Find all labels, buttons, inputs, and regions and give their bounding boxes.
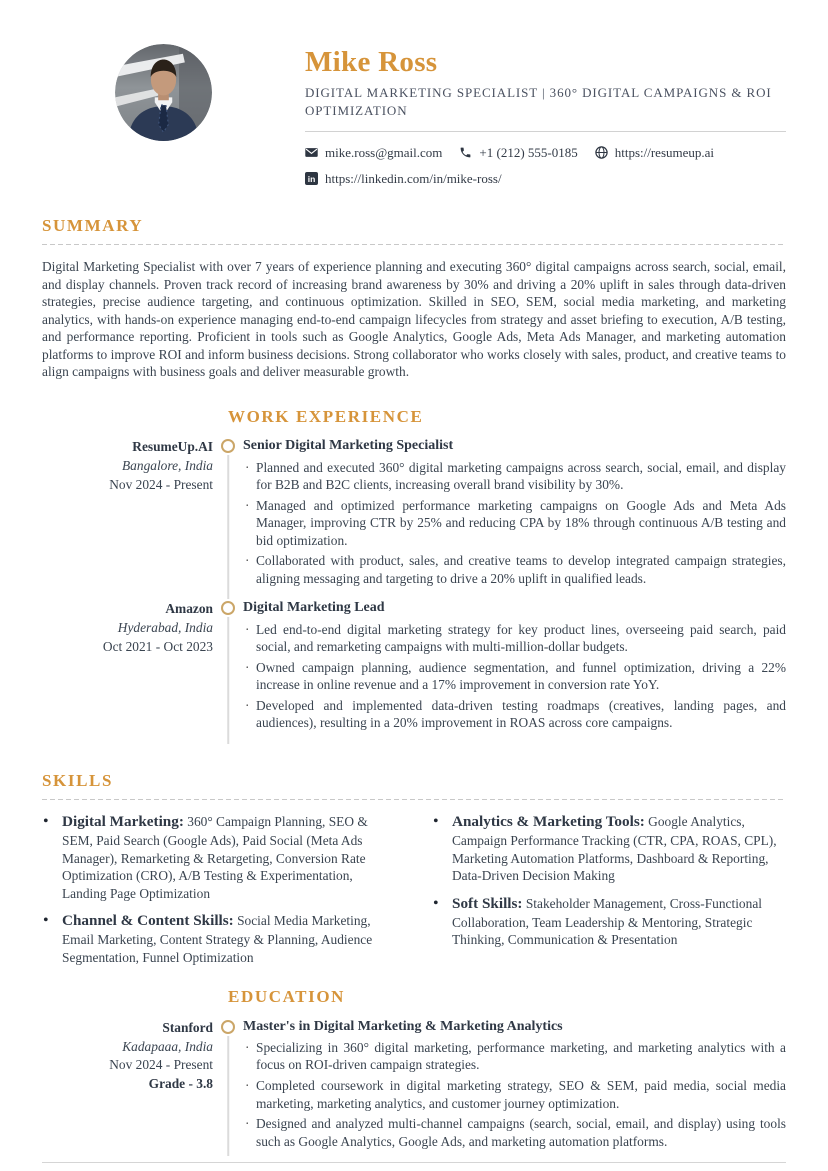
bullet-item: · Managed and optimized performance marketing campaigns on Google Ads and Meta Ads Manager, improving CTR by 25% and reducing CPA by 18% through continuous A/B testing and bid optimization. xyxy=(243,497,786,550)
school-name: Stanford xyxy=(162,1019,213,1035)
summary-section xyxy=(42,216,786,381)
education-entry-meta xyxy=(42,1018,213,1156)
skill-label: Analytics & Marketing Tools: xyxy=(452,813,645,831)
globe-icon xyxy=(595,146,608,159)
contact-phone-text: +1 (212) 555-0185 xyxy=(479,144,578,160)
skills-section xyxy=(42,771,786,975)
work-entry xyxy=(42,437,786,599)
skill-text: Social Media Marketing, Email Marketing, Content Strategy & Planning, Audience Segmentation, Funnel Optimization xyxy=(62,913,373,965)
work-experience-heading: WORK EXPERIENCE xyxy=(228,407,424,426)
skill-text: Google Analytics, Campaign Performance Tracking (CTR, CPA, ROAS, CPL), Marketing Automation Platforms, Dashboard & Reporting, Data-Driven Decision Making xyxy=(452,814,777,884)
phone-icon xyxy=(459,146,472,159)
bullet-item: · Specializing in 360° digital marketing, performance marketing, and marketing analytics with a focus on ROI-driven campaign strategies. xyxy=(243,1039,786,1074)
summary-heading: SUMMARY xyxy=(42,215,144,235)
work-entry xyxy=(42,599,786,743)
education-entry-body xyxy=(243,1018,786,1156)
education-entries xyxy=(42,1018,786,1156)
summary-divider xyxy=(42,244,786,245)
contact-linkedin-text: https://linkedin.com/in/mike-ross/ xyxy=(325,170,502,186)
contact-linkedin xyxy=(305,170,502,187)
work-entries xyxy=(42,437,786,743)
skill-text: 360° Campaign Planning, SEO & SEM, Paid Search (Google Ads), Paid Social (Meta Ads Manager), Remarketing & Retargeting, Conversion Rate Optimization (CRO), A/B Testing & Experimentation, Landing Page Optimization xyxy=(62,814,368,901)
bullet-item: · Completed coursework in digital marketing strategy, SEO & SEM, paid media, social media marketing, marketing analytics, and customer journey optimization. xyxy=(243,1077,786,1112)
education-section xyxy=(42,987,786,1156)
skill-item xyxy=(432,812,786,885)
school-location: Kadapaaa, India xyxy=(122,1038,213,1054)
work-entry-meta xyxy=(42,437,213,599)
skill-label: Channel & Content Skills: xyxy=(62,912,234,930)
linkedin-icon xyxy=(305,172,318,185)
skills-divider xyxy=(42,799,786,800)
contact-website-text: https://resumeup.ai xyxy=(614,144,715,160)
summary-text: Digital Marketing Specialist with over 7 years of experience planning and executing 360° digital campaigns across search, social, email, and display channels. Proven track record of increasing brand awareness by 30% and driving a 20% uplift in sales through data-driven strategies, precise audience targeting, and continuous optimization. Skilled in SEO, SEM, social media marketing, and marketing analytics, with hands-on experience managing end-to-end campaign lifecycles from strategy and asset briefing to execution, A/B testing, and performance reporting. Proficient in tools such as Google Analytics, Google Ads, Meta Ads Manager, and marketing automation platforms to improve ROI and inform business decisions. Strong collaborator who works closely with sales, product, and creative teams to align campaigns with business goals and deliver measurable growth. xyxy=(42,259,786,380)
envelope-icon xyxy=(305,146,318,159)
company-name: ResumeUp.AI xyxy=(132,439,213,455)
timeline-marker xyxy=(213,437,243,599)
employment-dates: Nov 2024 - Present xyxy=(109,476,213,492)
employment-dates: Oct 2021 - Oct 2023 xyxy=(102,638,213,654)
bottom-divider xyxy=(42,1162,786,1163)
company-location: Hyderabad, India xyxy=(117,620,213,636)
contact-email-text: mike.ross@gmail.com xyxy=(325,144,443,160)
job-bullet-list xyxy=(243,459,786,588)
work-entry-meta xyxy=(42,599,213,743)
skills-column-right xyxy=(432,812,786,975)
skill-label: Digital Marketing: xyxy=(62,813,184,831)
header-divider xyxy=(305,131,786,132)
work-experience-section xyxy=(42,407,786,744)
job-bullet-list xyxy=(243,621,786,732)
education-grade: Grade - 3.8 xyxy=(148,1076,213,1092)
skills-grid xyxy=(42,812,786,975)
degree-title: Master's in Digital Marketing & Marketing Analytics xyxy=(243,1018,563,1034)
skill-label: Soft Skills: xyxy=(452,894,523,912)
degree-bullet-list xyxy=(243,1039,786,1150)
company-name: Amazon xyxy=(165,601,213,617)
bullet-item: · Planned and executed 360° digital marketing campaigns across search, social, email, and display for B2B and B2C clients, increasing overall brand visibility by 30%. xyxy=(243,459,786,494)
person-title: DIGITAL MARKETING SPECIALIST | 360° DIGITAL CAMPAIGNS & ROI OPTIMIZATION xyxy=(305,85,772,118)
contact-list xyxy=(305,144,786,187)
work-entry-body xyxy=(243,437,786,599)
bullet-item: · Collaborated with product, sales, and creative teams to develop integrated campaign strategies, aligning messaging and targeting to drive a 20% uplift in qualified leads. xyxy=(243,552,786,587)
job-role: Senior Digital Marketing Specialist xyxy=(243,438,454,454)
header-text xyxy=(305,43,786,187)
bullet-item: · Owned campaign planning, audience segmentation, and funnel optimization, driving a 22% increase in online revenue and a 17% improvement in conversion rate YoY. xyxy=(243,659,786,694)
skills-heading: SKILLS xyxy=(42,770,114,790)
header xyxy=(42,43,786,187)
contact-phone xyxy=(459,144,577,161)
timeline-marker xyxy=(213,599,243,743)
bullet-item: · Designed and analyzed multi-channel campaigns (search, social, email, and display) using tools such as Google Analytics, Google Ads, and marketing automation platforms. xyxy=(243,1115,786,1150)
contact-website xyxy=(595,144,714,161)
profile-photo-illustration xyxy=(115,44,212,141)
bullet-item: · Developed and implemented data-driven testing roadmaps (creatives, landing pages, and audiences), resulting in a 20% improvement in ROAS across core campaigns. xyxy=(243,697,786,732)
skills-column-left xyxy=(42,812,396,975)
person-name: Mike Ross xyxy=(305,46,438,78)
education-entry xyxy=(42,1018,786,1156)
svg-text:in: in xyxy=(307,173,316,184)
profile-photo xyxy=(115,44,212,141)
skill-item xyxy=(432,894,786,949)
skill-text: Stakeholder Management, Cross-Functional Collaboration, Team Leadership & Mentoring, Strategic Thinking, Communication & Presentation xyxy=(452,895,762,948)
work-entry-body xyxy=(243,599,786,743)
bullet-item: · Led end-to-end digital marketing strategy for key product lines, overseeing paid search, paid social, and remarketing campaigns with multi-million-dollar budgets. xyxy=(243,621,786,656)
education-dates: Nov 2024 - Present xyxy=(109,1057,213,1073)
timeline-marker xyxy=(213,1018,243,1156)
contact-email xyxy=(305,144,442,161)
skill-item xyxy=(42,911,396,966)
company-location: Bangalore, India xyxy=(122,458,213,474)
skill-item xyxy=(42,812,396,902)
education-heading: EDUCATION xyxy=(228,987,346,1007)
job-role: Digital Marketing Lead xyxy=(243,600,385,616)
